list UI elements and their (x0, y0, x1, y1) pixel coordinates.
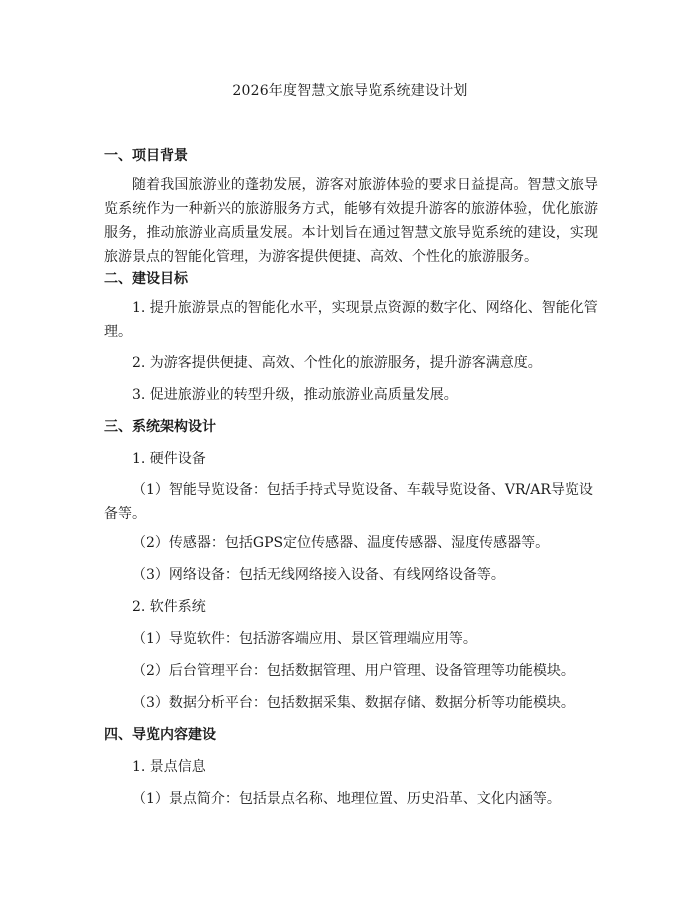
attraction-item-1: （1）景点简介：包括景点名称、地理位置、历史沿革、文化内涵等。 (132, 791, 561, 807)
section-heading-goals: 二、建设目标 (104, 271, 188, 287)
section-heading-background: 一、项目背景 (104, 148, 188, 164)
hardware-item-1 (104, 478, 598, 526)
goal-item-2: 2. 为游客提供便捷、高效、个性化的旅游服务，提升游客满意度。 (132, 355, 542, 371)
software-item-2: （2）后台管理平台：包括数据管理、用户管理、设备管理等功能模块。 (132, 663, 575, 679)
hardware-item-1-text: （1）智能导览设备：包括手持式导览设备、车载导览设备、VR/AR导览设备等。 (104, 482, 593, 522)
background-paragraph: 随着我国旅游业的蓬勃发展，游客对旅游体验的要求日益提高。智慧文旅导览系统作为一种新兴的旅游服务方式，能够有效提升游客的旅游体验，优化旅游服务，推动旅游业高质量发展。本计划旨在通过智慧文旅导览系统的建设，实现旅游景点的智能化管理，为游客提供便捷、高效、个性化的旅游服务。 (104, 177, 598, 265)
section-heading-content: 四、导览内容建设 (104, 727, 216, 743)
subheading-hardware: 1. 硬件设备 (132, 451, 206, 467)
hardware-item-2: （2）传感器：包括GPS定位传感器、温度传感器、湿度传感器等。 (132, 535, 550, 551)
subheading-software: 2. 软件系统 (132, 599, 206, 615)
hardware-item-3: （3）网络设备：包括无线网络接入设备、有线网络设备等。 (132, 567, 505, 583)
section-heading-architecture: 三、系统架构设计 (104, 419, 216, 435)
goal-item-3: 3. 促进旅游业的转型升级，推动旅游业高质量发展。 (132, 387, 458, 403)
goal-item-1 (104, 296, 598, 344)
document-title: 2026年度智慧文旅导览系统建设计划 (232, 83, 468, 99)
software-item-1: （1）导览软件：包括游客端应用、景区管理端应用等。 (132, 631, 477, 647)
subheading-attractions: 1. 景点信息 (132, 759, 206, 775)
goal-item-1-text: 1. 提升旅游景点的智能化水平，实现景点资源的数字化、网络化、智能化管理。 (104, 300, 598, 340)
software-item-3: （3）数据分析平台：包括数据采集、数据存储、数据分析等功能模块。 (132, 695, 575, 711)
